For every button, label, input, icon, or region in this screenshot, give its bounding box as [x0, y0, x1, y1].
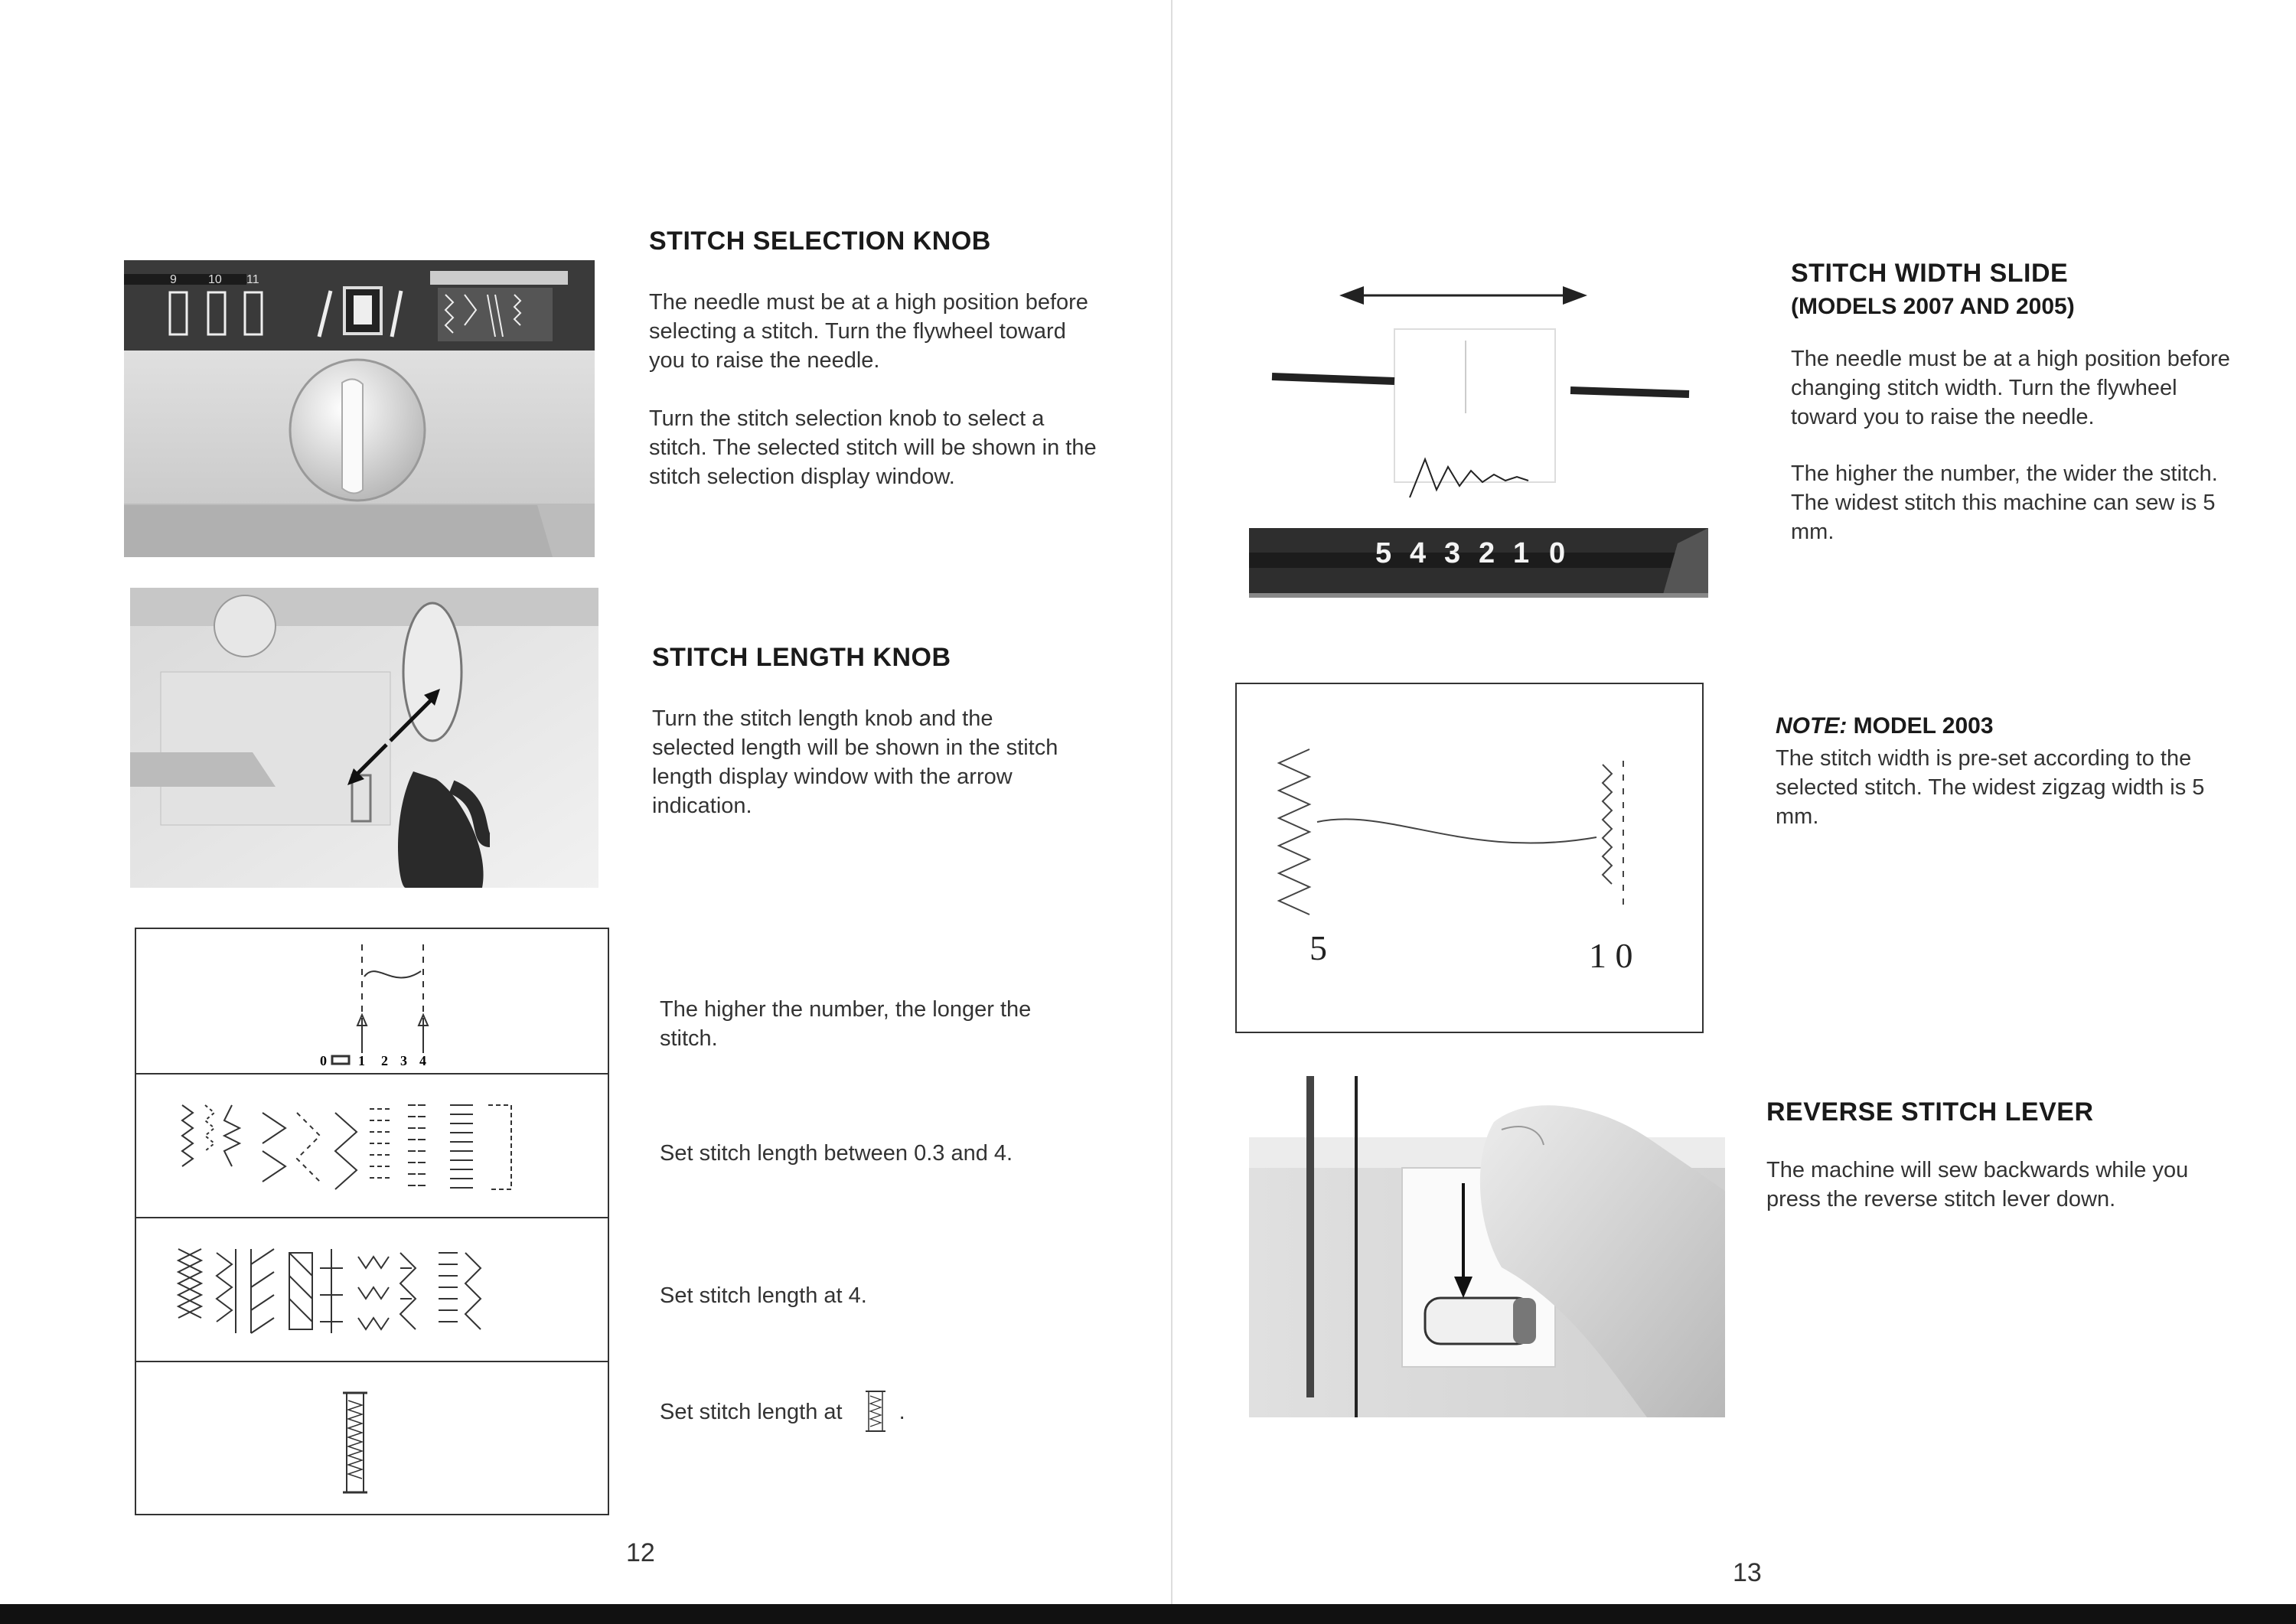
length-scale-diagram [136, 929, 608, 1073]
note-heading [1776, 713, 2250, 739]
table-row-4-label: Set stitch length at [660, 1399, 843, 1424]
stitch-length-knob-photo [130, 588, 598, 888]
svg-text:2: 2 [381, 1053, 388, 1068]
svg-text:3: 3 [1444, 537, 1461, 569]
buttonhole-icon [136, 1362, 608, 1514]
svg-text:5: 5 [1309, 928, 1327, 967]
svg-text:4: 4 [1410, 537, 1427, 569]
stitch-selection-para2: Turn the stitch selection knob to select a stitch. The selected stitch will be shown in the stitch selection display window. [649, 406, 1097, 489]
svg-text:1: 1 [358, 1053, 365, 1068]
svg-text:4: 4 [419, 1053, 426, 1068]
stitch-patterns-row2 [136, 1075, 608, 1217]
note-text: The stitch width is pre-set according to the selected stitch. The widest zigzag width is 5 mm. [1776, 746, 2205, 829]
svg-text:2: 2 [1479, 537, 1495, 569]
table-row [136, 1362, 608, 1514]
note-label: NOTE: [1776, 713, 1848, 739]
note-title: MODEL 2003 [1853, 713, 1994, 739]
stitch-selection-knob-photo [124, 260, 595, 557]
right-page [1172, 0, 2296, 1624]
page-number-left: 12 [626, 1538, 655, 1567]
stitch-patterns-row3 [136, 1218, 608, 1361]
reverse-stitch-para1: The machine will sew backwards while you press the reverse stitch lever down. [1766, 1158, 2189, 1211]
svg-text:5: 5 [1375, 537, 1392, 569]
stitch-width-para2: The higher the number, the wider the stitch. The widest stitch this machine can sew is 5 mm. [1791, 461, 2218, 544]
svg-text:1: 1 [1513, 537, 1530, 569]
buttonhole-small-icon [861, 1385, 892, 1439]
svg-text:1 0: 1 0 [1589, 936, 1633, 975]
reverse-stitch-lever-photo [1249, 1076, 1725, 1417]
reverse-stitch-heading: REVERSE STITCH LEVER [1766, 1097, 2094, 1127]
svg-text:9: 9 [170, 273, 177, 286]
table-row-2-text: Set stitch length between 0.3 and 4. [660, 1141, 1013, 1166]
page-number-right: 13 [1733, 1558, 1762, 1587]
table-row-3-text: Set stitch length at 4. [660, 1283, 867, 1308]
stitch-length-table [135, 928, 609, 1515]
svg-text:3: 3 [400, 1053, 407, 1068]
stitch-width-slide-diagram [1249, 268, 1739, 612]
table-row-1-text: The higher the number, the longer the stitch. [660, 997, 1032, 1051]
stitch-selection-heading: STITCH SELECTION KNOB [649, 227, 991, 256]
bottom-edge-bar [0, 1604, 2296, 1624]
stitch-length-para1: Turn the stitch length knob and the selected length will be shown in the stitch length display window with the arrow indication. [652, 706, 1058, 818]
stitch-width-para1: The needle must be at a high position before changing stitch width. Turn the flywheel toward you to raise the needle. [1791, 347, 2230, 429]
svg-text:11: 11 [246, 273, 259, 286]
table-row-4-text [660, 1385, 1119, 1439]
table-row [136, 1218, 608, 1362]
stitch-selection-para1: The needle must be at a high position before selecting a stitch. Turn the flywheel toward you to raise the needle. [649, 290, 1088, 373]
table-row [136, 1075, 608, 1218]
stitch-length-heading: STITCH LENGTH KNOB [652, 643, 951, 672]
stitch-width-subheading: (MODELS 2007 AND 2005) [1791, 294, 2075, 319]
svg-text:10: 10 [208, 273, 222, 286]
table-row [136, 929, 608, 1075]
stitch-width-comparison-box [1235, 683, 1704, 1033]
stitch-width-heading: STITCH WIDTH SLIDE [1791, 259, 2069, 288]
note-block [1776, 713, 2250, 831]
svg-text:0: 0 [320, 1053, 327, 1068]
svg-text:0: 0 [1549, 537, 1566, 569]
table-row-4-suffix: . [899, 1399, 905, 1424]
